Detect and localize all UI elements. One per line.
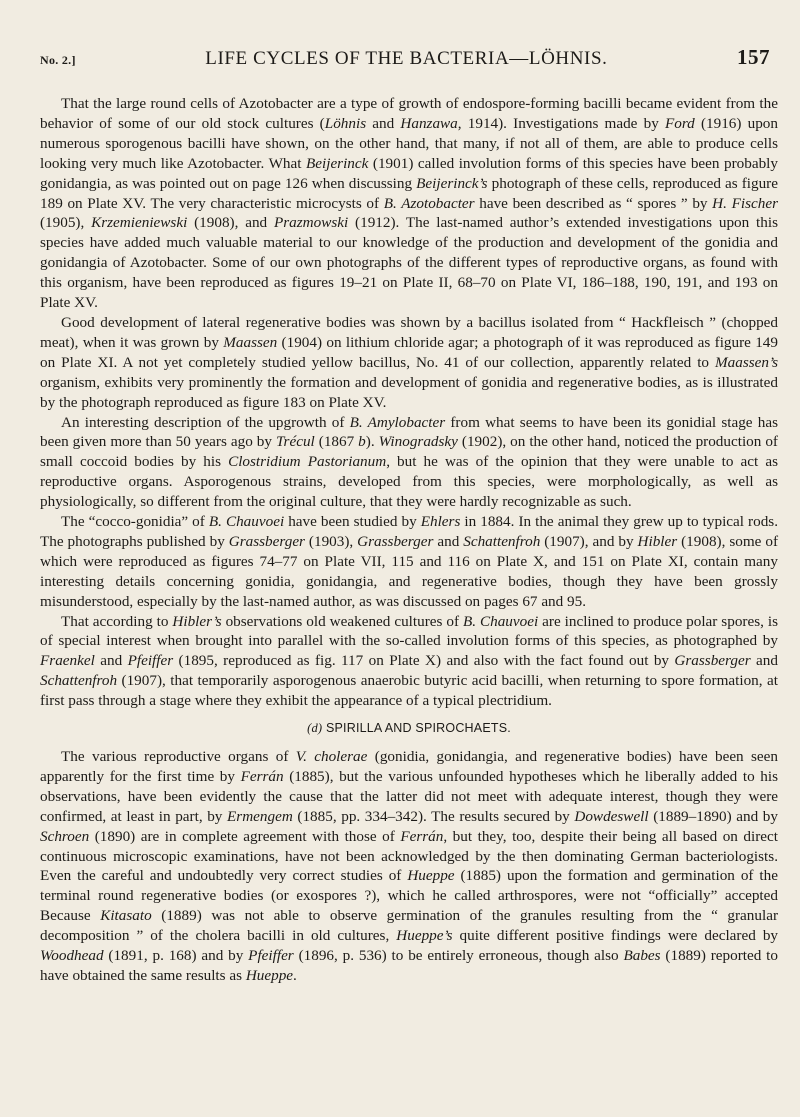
paragraph: The “cocco-gonidia” of B. Chauvoei have been studied by Ehlers in 1884. In the animal they grew up to typical rods. The photographs published by Grassberger (1903), Grassberger and Schattenfroh (1907), and by Hibler (1908), some of which were reproduced as figures 74–77 on Plate VII, 115 and 116 on Plate X, and 151 on Plate XI, contain many interesting details concerning gonidia, gonidangia, and regenerative bodies, though they have been grossly misunderstood, especially by the last-named author, as was discussed on pages 67 and 95. [40, 513, 778, 610]
paragraph: That the large round cells of Azotobacter are a type of growth of endospore-forming bacilli became evident from the behavior of some of our old stock cultures (Löhnis and Hanzawa, 1914). Investigations made by Ford (1916) upon numerous sporogenous bacilli have shown, on the other hand, that many, if not all of them, are able to produce cells looking very much like Azotobacter. What Beijerinck (1901) called involution forms of this species have been probably gonidangia, as was pointed out on page 126 when discussing Beijerinck’s photograph of these cells, reproduced as figure 189 on Plate XV. The very characteristic microcysts of B. Azotobacter have been described as “ spores ” by H. Fischer (1905), Krzemieniewski (1908), and Prazmowski (1912). The last-named author’s extended investigations upon this species have added much valuable material to our knowledge of the production and development of the gonidia and gonidangia of Azotobacter. Some of our own photographs of the different types of reproductive organs, as found with this organism, have been reproduced as figures 19–21 on Plate II, 68–70 on Plate VI, 186–188, 190, 191, and 193 on Plate XV. [40, 95, 778, 312]
section-heading [40, 719, 778, 739]
section-title: SPIRILLA AND SPIROCHAETS. [325, 721, 511, 736]
paragraph: An interesting description of the upgrowth of B. Amylobacter from what seems to have been its gonidial stage has been given more than 50 years ago by Trécul (1867 b). Winogradsky (1902), on the other hand, noticed the production of small coccoid bodies by his Clostridium Pastorianum, but he was of the opinion that they were unable to act as reproductive organs. Asporogenous strains, developed from this species, were morphologically, as well as physiologically, so different from the original culture, that they were hardly recognizable as such. [40, 413, 778, 511]
section-label: (d) [307, 721, 323, 736]
issue-number: No. 2.] [40, 53, 76, 67]
paragraph: The various reproductive organs of V. cholerae (gonidia, gonidangia, and regenerative bodies) have been seen apparently for the first time by Ferrán (1885), but the various unfounded hypotheses which he liberally added to his observations, have been evidently the cause that the latter did not meet with adequate interest, though they were confirmed, at least in part, by Ermengem (1885, pp. 334–342). The results secured by Dowdeswell (1889–1890) and by Schroen (1890) are in complete agreement with those of Ferrán, but they, too, despite their being all based on direct continuous microscopic examinations, have not been acknowledged by the then dominating German bacteriologists. Even the careful and undoubtedly very correct studies of Hueppe (1885) upon the formation and germination of the terminal round regenerative bodies (or exospores ?), which he called arthrospores, were not “officially” accepted Because Kitasato (1889) was not able to observe germination of the granules resulting from the “ granular decomposition ” of the cholera bacilli in old cultures, Hueppe’s quite different positive findings were declared by Woodhead (1891, p. 168) and by Pfeiffer (1896, p. 536) to be entirely erroneous, though also Babes (1889) reported to have obtained the same results as Hueppe. [40, 748, 779, 984]
paragraph: That according to Hibler’s observations old weakened cultures of B. Chauvoei are inclined to produce polar spores, is of special interest when brought into parallel with the so-called involution forms of this species, as photographed by Fraenkel and Pfeiffer (1895, reproduced as fig. 117 on Plate X) and also with the fact found out by Grassberger and Schattenfroh (1907), that temporarily asporogenous anaerobic butyric acid bacilli, when returning to spore formation, at first pass through a stage where they exhibit the appearance of a typical plectridium. [40, 612, 778, 710]
running-title: LIFE CYCLES OF THE BACTERIA—LÖHNIS. [205, 48, 608, 69]
paragraph: Good development of lateral regenerative bodies was shown by a bacillus isolated from “ Hackfleisch ” (chopped meat), when it was grown by Maassen (1904) on lithium chloride agar; a photograph of it was reproduced as figure 149 on Plate XI. A not yet completely studied yellow bacillus, No. 41 of our collection, apparently related to Maassen’s organism, exhibits very prominently the formation and development of gonidia and regenerative bodies, as is illustrated by the photograph reproduced as figure 183 on Plate XV. [40, 313, 778, 411]
body-text [40, 94, 778, 986]
running-header [40, 45, 770, 75]
page-number: 157 [736, 45, 770, 69]
